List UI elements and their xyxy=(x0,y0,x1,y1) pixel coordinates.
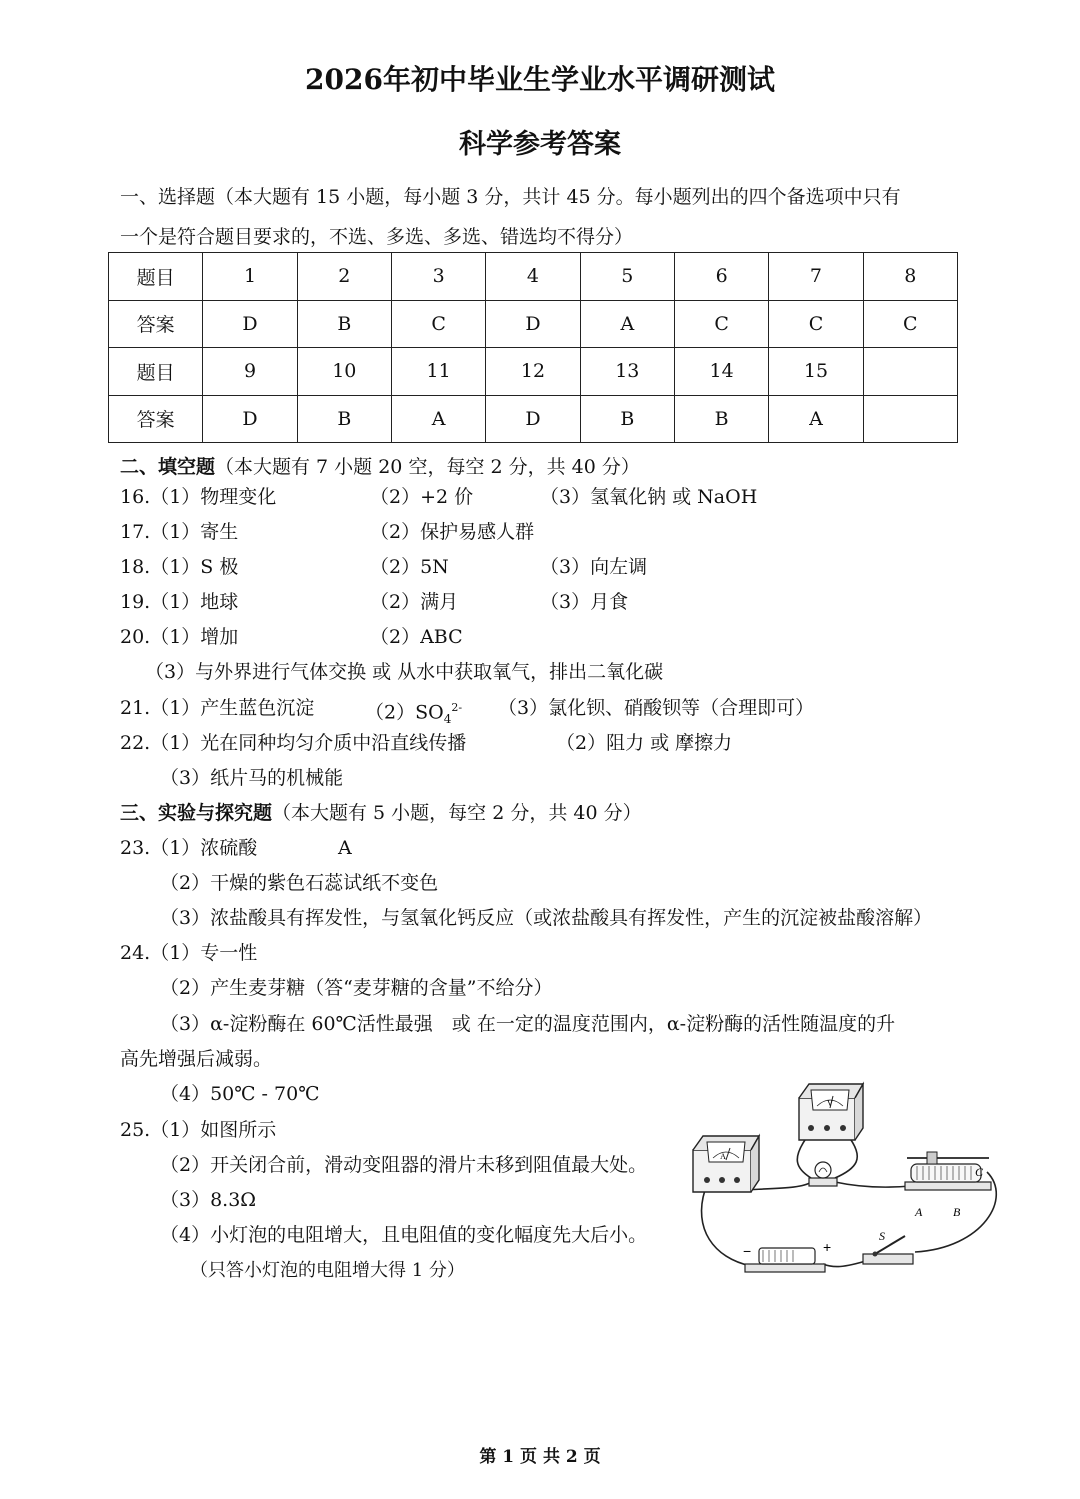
table-cell: 2 xyxy=(297,253,391,301)
table-cell: 题目 xyxy=(109,253,203,301)
light-bulb xyxy=(809,1162,837,1186)
battery-plus: + xyxy=(823,1239,832,1255)
rheostat-label-c: C xyxy=(975,1165,984,1179)
section3-desc: （本大题有 5 小题，每空 2 分，共 40 分） xyxy=(272,802,642,824)
page-title: 2026年初中毕业生学业水平调研测试 xyxy=(305,63,775,96)
q22-part3: （3）纸片马的机械能 xyxy=(160,767,344,789)
q21-subscript: 4 xyxy=(443,712,452,727)
q24-part1: 24.（1）专一性 xyxy=(120,942,258,964)
table-cell: 15 xyxy=(769,348,863,396)
q19-part1: 19.（1）地球 xyxy=(120,591,239,613)
wire-voltmeter-bulb-left xyxy=(797,1140,811,1178)
table-cell: 11 xyxy=(391,348,485,396)
table-cell: B xyxy=(580,395,674,443)
table-row xyxy=(109,348,958,396)
table-row xyxy=(109,395,958,443)
section2-desc: （本大题有 7 小题 20 空，每空 2 分，共 40 分） xyxy=(215,456,640,478)
section2-header xyxy=(120,455,640,479)
table-cell: 13 xyxy=(580,348,674,396)
switch-label: S xyxy=(879,1229,885,1243)
q25-part4: （4）小灯泡的电阻增大，且电阻值的变化幅度先大后小。 xyxy=(160,1224,648,1246)
q17-part1: 17.（1）寄生 xyxy=(120,521,239,543)
q21-part1: 21.（1）产生蓝色沉淀 xyxy=(120,697,315,719)
q21-part2-text: （2）SO xyxy=(365,701,444,724)
q25-part1: 25.（1）如图所示 xyxy=(120,1119,277,1141)
q24-part2: （2）产生麦芽糖（答“麦芽糖的含量”不给分） xyxy=(160,977,553,999)
wire-bulb-rheostat xyxy=(835,1182,911,1187)
table-cell: B xyxy=(297,395,391,443)
ammeter-label: A xyxy=(720,1152,726,1161)
q25-part2: （2）开关闭合前，滑动变阻器的滑片未移到阻值最大处。 xyxy=(160,1154,648,1176)
q16-part1: 16.（1）物理变化 xyxy=(120,486,277,508)
table-cell: 8 xyxy=(863,253,957,301)
switch xyxy=(863,1236,913,1264)
answer-table xyxy=(108,252,958,443)
q18-part2: （2）5N xyxy=(370,556,449,578)
q20-part1: 20.（1）增加 xyxy=(120,626,239,648)
page-footer: 第 1 页 共 2 页 xyxy=(479,1447,601,1467)
table-cell: A xyxy=(580,300,674,348)
table-cell: 9 xyxy=(203,348,297,396)
table-cell: C xyxy=(674,300,768,348)
rheostat-label-a: A xyxy=(915,1205,923,1219)
section1-line1: 一、选择题（本大题有 15 小题，每小题 3 分，共计 45 分。每小题列出的四个备选项中只有 xyxy=(120,186,901,208)
q21-part2 xyxy=(365,696,462,731)
table-row xyxy=(109,300,958,348)
battery xyxy=(745,1248,825,1272)
q16-part2: （2）+2 价 xyxy=(370,486,474,508)
voltmeter xyxy=(799,1084,863,1140)
q23-part1: 23.（1）浓硫酸 xyxy=(120,837,258,859)
table-cell: 5 xyxy=(580,253,674,301)
table-cell: B xyxy=(297,300,391,348)
section3-heading: 三、实验与探究题 xyxy=(120,802,273,824)
q23-part1-answer: A xyxy=(338,837,352,859)
q23-part3: （3）浓盐酸具有挥发性，与氢氧化钙反应（或浓盐酸具有挥发性，产生的沉淀被盐酸溶解） xyxy=(160,907,933,929)
table-cell: 3 xyxy=(391,253,485,301)
q20-part3: （3）与外界进行气体交换 或 从水中获取氧气，排出二氧化碳 xyxy=(145,661,664,683)
section3-header xyxy=(120,801,642,825)
q21-part3: （3）氯化钡、硝酸钡等（合理即可） xyxy=(498,697,815,719)
q23-part2: （2）干燥的紫色石蕊试纸不变色 xyxy=(160,872,439,894)
table-cell: 7 xyxy=(769,253,863,301)
table-row xyxy=(109,253,958,301)
table-cell: D xyxy=(486,395,580,443)
battery-minus: − xyxy=(743,1243,752,1259)
section1-line2: 一个是符合题目要求的，不选、多选、多选、错选均不得分） xyxy=(120,226,634,248)
table-cell: A xyxy=(391,395,485,443)
q25-part3: （3）8.3Ω xyxy=(160,1189,257,1211)
table-cell: C xyxy=(391,300,485,348)
wire-voltmeter-bulb-right xyxy=(835,1140,857,1178)
q25-note: （只答小灯泡的电阻增大得 1 分） xyxy=(190,1260,465,1281)
rheostat-label-b: B xyxy=(953,1205,961,1219)
table-cell xyxy=(863,348,957,396)
q21-superscript: 2- xyxy=(451,701,463,714)
voltmeter-label: V xyxy=(827,1099,833,1108)
table-cell: 答案 xyxy=(109,300,203,348)
page-subtitle: 科学参考答案 xyxy=(459,129,621,160)
table-cell: C xyxy=(863,300,957,348)
q16-part3: （3）氢氧化钠 或 NaOH xyxy=(540,486,758,508)
table-cell: 12 xyxy=(486,348,580,396)
table-cell: D xyxy=(203,395,297,443)
wire-switch-battery xyxy=(823,1260,869,1267)
table-cell: 题目 xyxy=(109,348,203,396)
circuit-diagram xyxy=(683,1068,1013,1283)
q24-part4: （4）50℃ - 70℃ xyxy=(160,1083,320,1105)
q22-part1: 22.（1）光在同种均匀介质中沿直线传播 xyxy=(120,732,467,754)
q17-part2: （2）保护易感人群 xyxy=(370,521,535,543)
table-cell: 6 xyxy=(674,253,768,301)
q19-part2: （2）满月 xyxy=(370,591,459,613)
table-cell: D xyxy=(486,300,580,348)
table-cell: B xyxy=(674,395,768,443)
table-cell: C xyxy=(769,300,863,348)
q20-part2: （2）ABC xyxy=(370,626,463,648)
ammeter xyxy=(693,1136,759,1192)
section2-heading: 二、填空题 xyxy=(120,456,216,478)
q18-part3: （3）向左调 xyxy=(540,556,648,578)
table-cell: 14 xyxy=(674,348,768,396)
table-cell xyxy=(863,395,957,443)
table-cell: 4 xyxy=(486,253,580,301)
table-cell: 答案 xyxy=(109,395,203,443)
table-cell: 10 xyxy=(297,348,391,396)
table-cell: A xyxy=(769,395,863,443)
q19-part3: （3）月食 xyxy=(540,591,629,613)
q24-part3: （3）α-淀粉酶在 60℃活性最强 或 在一定的温度范围内，α-淀粉酶的活性随温度的升 xyxy=(160,1013,896,1035)
q22-part2: （2）阻力 或 摩擦力 xyxy=(556,732,733,754)
q18-part1: 18.（1）S 极 xyxy=(120,556,239,578)
table-cell: 1 xyxy=(203,253,297,301)
table-cell: D xyxy=(203,300,297,348)
q24-part3-cont: 高先增强后减弱。 xyxy=(120,1048,273,1070)
